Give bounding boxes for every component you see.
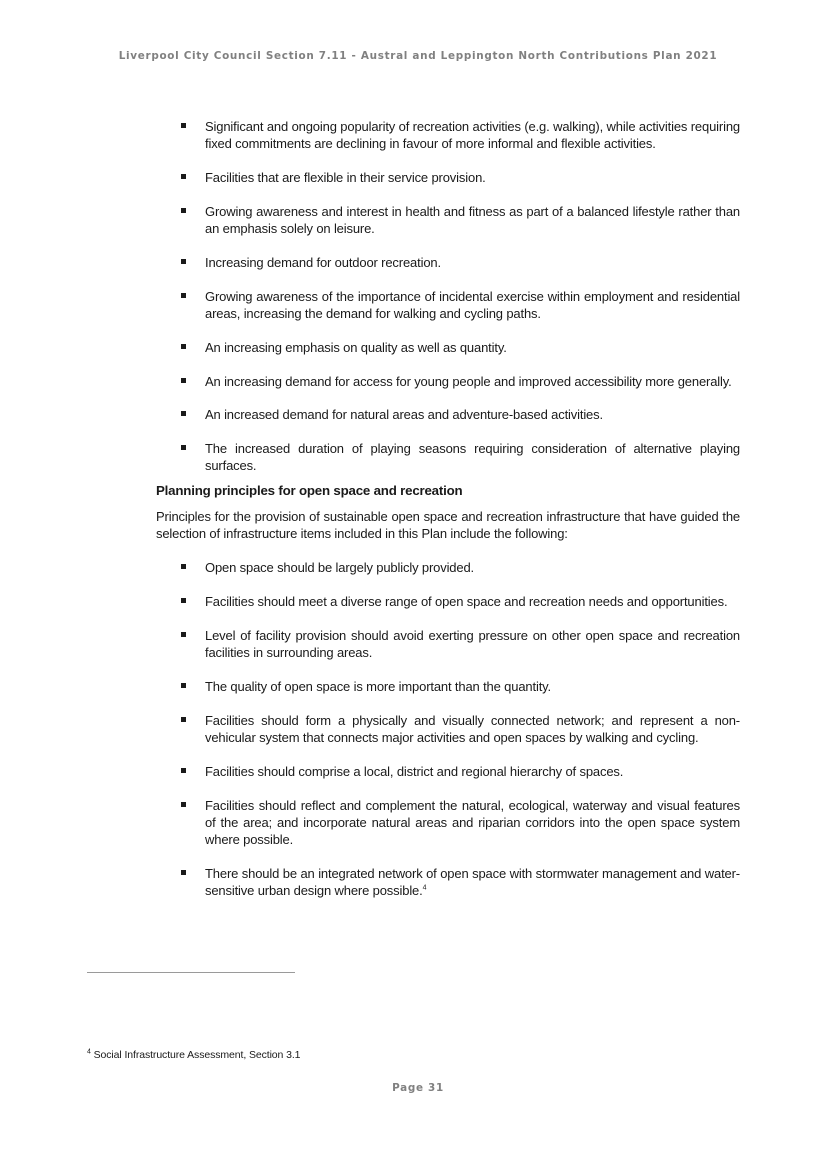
list-item	[205, 763, 740, 780]
list-item-text: Open space should be largely publicly provided.	[205, 560, 475, 575]
bullet-marker	[181, 293, 186, 298]
list-item-text: Significant and ongoing popularity of recreation activities (e.g. walking), while activities requiring fixed commitments are declining in favour of more informal and flexible activities.	[205, 119, 740, 151]
list-item	[205, 440, 740, 474]
bullet-marker	[181, 598, 186, 603]
bullet-marker	[181, 768, 186, 773]
list-item	[205, 288, 740, 322]
list-item	[205, 627, 740, 661]
list-item	[205, 406, 740, 423]
list-item-text: Facilities that are flexible in their service provision.	[205, 170, 486, 185]
list-item	[205, 712, 740, 746]
list-item	[205, 373, 740, 390]
bullet-marker	[181, 683, 186, 688]
list-item	[205, 678, 740, 695]
footnote-number: 4	[87, 1048, 91, 1056]
section-heading: Planning principles for open space and recreation	[156, 483, 463, 498]
list-item-text: Facilities should meet a diverse range of open space and recreation needs and opportunities.	[205, 594, 728, 609]
bullet-marker	[181, 378, 186, 383]
bullet-marker	[181, 870, 186, 875]
list-item	[205, 169, 740, 186]
bullet-marker	[181, 259, 186, 264]
list-item-text: Growing awareness of the importance of incidental exercise within employment and residential areas, increasing the demand for walking and cycling paths.	[205, 289, 740, 321]
bullet-marker	[181, 717, 186, 722]
bullet-marker	[181, 344, 186, 349]
bullet-marker	[181, 123, 186, 128]
bullet-marker	[181, 564, 186, 569]
list-item-text: There should be an integrated network of open space with stormwater management and water-sensitive urban design where possible.	[205, 866, 740, 898]
bullet-marker	[181, 632, 186, 637]
list-item	[205, 339, 740, 356]
list-item	[205, 797, 740, 848]
footnote-text: Social Infrastructure Assessment, Section 3.1	[93, 1049, 301, 1061]
list-item-text: Facilities should comprise a local, district and regional hierarchy of spaces.	[205, 764, 624, 779]
list-item-text: Growing awareness and interest in health and fitness as part of a balanced lifestyle rather than an emphasis solely on leisure.	[205, 204, 740, 236]
bullet-marker	[181, 208, 186, 213]
list-item	[205, 118, 740, 152]
document-header-title: Liverpool City Council Section 7.11 - Austral and Leppington North Contributions Plan 2021	[118, 50, 718, 62]
bullet-marker	[181, 802, 186, 807]
footnote	[87, 1049, 300, 1061]
list-item-text: Facilities should form a physically and visually connected network; and represent a non-vehicular system that connects major activities and open spaces by walking and cycling.	[205, 713, 740, 745]
bullet-marker	[181, 411, 186, 416]
list-item	[205, 203, 740, 237]
list-item	[205, 254, 740, 271]
list-item	[205, 559, 740, 576]
section-intro-paragraph: Principles for the provision of sustainable open space and recreation infrastructure that have guided the selection of infrastructure items included in this Plan include the following:	[156, 509, 740, 541]
bullet-marker	[181, 174, 186, 179]
list-item-text: An increased demand for natural areas and adventure-based activities.	[205, 407, 603, 422]
list-item-text: Facilities should reflect and complement the natural, ecological, waterway and visual features of the area; and incorporate natural areas and riparian corridors into the open space system where possible.	[205, 798, 740, 847]
page-number: Page 31	[392, 1082, 444, 1094]
list-item-text: Level of facility provision should avoid exerting pressure on other open space and recreation facilities in surrounding areas.	[205, 628, 740, 660]
list-item	[205, 865, 740, 899]
footnote-divider	[87, 972, 295, 973]
list-item-text: The increased duration of playing seasons requiring consideration of alternative playing surfaces.	[205, 441, 740, 473]
list-item-text: An increasing demand for access for young people and improved accessibility more generally.	[205, 374, 732, 389]
list-item	[205, 593, 740, 610]
list-item-text: Increasing demand for outdoor recreation.	[205, 255, 441, 270]
footnote-reference[interactable]: 4	[422, 884, 427, 892]
bullet-marker	[181, 445, 186, 450]
list-item-text: An increasing emphasis on quality as well as quantity.	[205, 340, 507, 355]
list-item-text: The quality of open space is more important than the quantity.	[205, 679, 551, 694]
